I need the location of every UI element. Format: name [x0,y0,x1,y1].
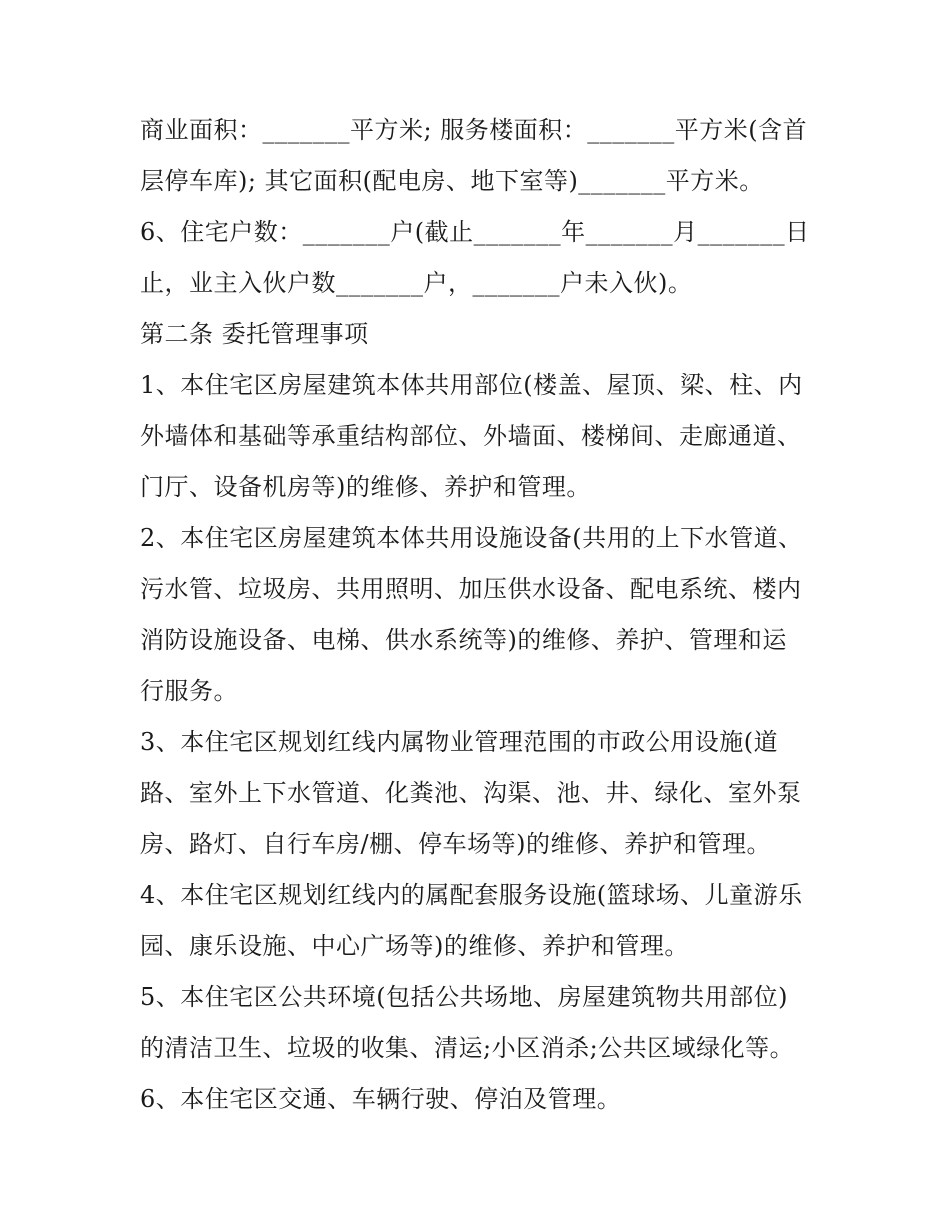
text-line: 层停车库); 其它面积(配电房、地下室等)_______平方米。 [140,167,764,195]
text-line: 门厅、设备机房等)的维修、养护和管理。 [140,473,591,501]
text-line: 消防设施设备、电梯、供水系统等)的维修、养护、管理和运 [140,626,787,654]
text-line: 外墙体和基础等承重结构部位、外墙面、楼梯间、走廊通道、 [140,422,802,450]
text-line: 园、康乐设施、中心广场等)的维修、养护和管理。 [140,932,689,960]
text-line: 的清洁卫生、垃圾的收集、清运;小区消杀;公共区域绿化等。 [140,1034,795,1062]
text-line: 3、本住宅区规划红线内属物业管理范围的市政公用设施(道 [140,728,779,756]
text-line: 6、本住宅区交通、车辆行驶、停泊及管理。 [140,1085,622,1113]
document-body [140,105,830,1125]
text-line: 2、本住宅区房屋建筑本体共用设施设备(共用的上下水管道、 [140,524,803,552]
text-line: 4、本住宅区规划红线内的属配套服务设施(篮球场、儿童游乐 [140,881,803,909]
text-line: 6、住宅户数：_______户(截止_______年_______月_______日 [140,218,810,246]
text-line: 商业面积：_______平方米; 服务楼面积：_______平方米(含首 [140,116,808,144]
text-line: 房、路灯、自行车房/棚、停车场等)的维修、养护和管理。 [140,830,771,858]
text-line: 污水管、垃圾房、共用照明、加压供水设备、配电系统、楼内 [140,575,802,603]
text-line: 路、室外上下水管道、化粪池、沟渠、池、井、绿化、室外泵 [140,779,802,807]
section-heading: 第二条 委托管理事项 [140,320,369,348]
text-line: 行服务。 [140,677,238,705]
text-line: 5、本住宅区公共环境(包括公共场地、房屋建筑物共用部位) [140,983,788,1011]
text-line: 1、本住宅区房屋建筑本体共用部位(楼盖、屋顶、梁、柱、内 [140,371,803,399]
text-line: 止，业主入伙户数_______户，_______户未入伙)。 [140,269,693,297]
